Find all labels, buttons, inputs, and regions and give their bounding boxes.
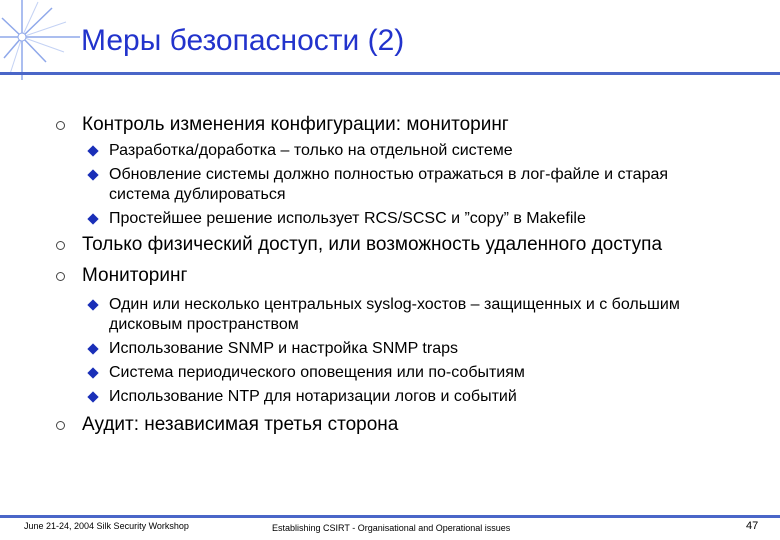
diamond-bullet-icon: [87, 169, 98, 180]
bullet-item: [52, 413, 768, 436]
sub-bullet-text: Один или несколько центральных syslog-хостов – защищенных и с большим дисковым пространством: [109, 296, 680, 333]
starburst-logo-icon: [0, 0, 82, 82]
diamond-bullet-icon: [87, 213, 98, 224]
bullet-text: Аудит: независимая третья сторона: [82, 414, 399, 435]
circle-bullet-icon: [56, 272, 65, 281]
bullet-item: [52, 113, 768, 136]
bullet-text: Контроль изменения конфигурации: мониторинг: [82, 114, 509, 135]
sub-bullet-list: [52, 141, 768, 229]
bullet-list: [52, 113, 768, 436]
sub-bullet-text: Разработка/доработка – только на отдельной системе: [109, 142, 513, 159]
sub-bullet-item: [52, 295, 722, 335]
sub-bullet-text: Система периодического оповещения или по-событиям: [109, 364, 525, 381]
bullet-text: Мониторинг: [82, 265, 188, 286]
sub-bullet-item: [52, 209, 722, 229]
page-number: 47: [746, 520, 759, 532]
sub-bullet-item: [52, 165, 722, 205]
sub-bullet-text: Простейшее решение использует RCS/SCSC и ”copy” в Makefile: [109, 210, 586, 227]
bullet-text: Только физический доступ, или возможность удаленного доступа: [82, 234, 663, 255]
diamond-bullet-icon: [87, 299, 98, 310]
footer-presentation-title: Establishing CSIRT - Organisational and Operational issues: [272, 523, 511, 533]
sub-bullet-text: Использование NTP для нотаризации логов и событий: [109, 388, 517, 405]
circle-bullet-icon: [56, 421, 65, 430]
diamond-bullet-icon: [87, 367, 98, 378]
bullet-item: [52, 233, 768, 256]
circle-bullet-icon: [56, 121, 65, 130]
sub-bullet-list: [52, 295, 768, 407]
footer-divider: [0, 515, 780, 518]
sub-bullet-item: [52, 339, 722, 359]
slide-title: Меры безопасности (2): [81, 24, 405, 57]
bullet-item: [52, 264, 768, 287]
title-divider: [0, 72, 780, 75]
sub-bullet-item: [52, 363, 722, 383]
sub-bullet-item: [52, 387, 722, 407]
footer-event: June 21-24, 2004 Silk Security Workshop: [24, 521, 189, 531]
sub-bullet-item: [52, 141, 722, 161]
sub-bullet-text: Использование SNMP и настройка SNMP traps: [109, 340, 458, 357]
diamond-bullet-icon: [87, 145, 98, 156]
diamond-bullet-icon: [87, 391, 98, 402]
circle-bullet-icon: [56, 241, 65, 250]
diamond-bullet-icon: [87, 343, 98, 354]
sub-bullet-text: Обновление системы должно полностью отражаться в лог-файле и старая система дублироваться: [109, 166, 669, 203]
